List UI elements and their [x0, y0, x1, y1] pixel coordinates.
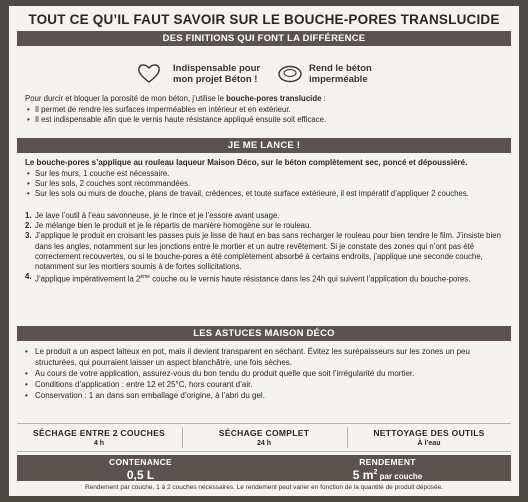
spec-contenance: CONTENANCE 0,5 L — [109, 457, 172, 482]
spec-rendement: RENDEMENT 5 $m^2$ par couche — [352, 457, 423, 482]
heart-icon — [137, 62, 161, 89]
stat-tool-cleaning: NETTOYAGE DES OUTILS À l’eau — [373, 428, 485, 447]
badge-impermeable: Rend le béton imperméable — [309, 63, 372, 85]
list-item: • Le produit a un aspect laiteux en pot, mais il devient transparent en séchant. Évitez les surépaisseurs sur les zones un peu structurées, qui pourraient laisser un aspect blanchâtre, une fois sèches. — [23, 346, 507, 368]
footnote: Rendement par couche, 1 à 2 couches nécessaires. Le rendement peut varier en fonction de la quantité de produit déposée. — [84, 484, 444, 491]
list-item: • Conditions d’application : entre 12 et 25°C, hors courant d’air. — [23, 379, 507, 390]
list-item: • Sur les murs, 1 couche est nécessaire. — [25, 169, 505, 179]
info-card — [9, 6, 519, 496]
step-item: 4. J’applique impérativement la 2ème couche ou le vernis haute résistance dans les 24h qui suivent l’application du bouche-pores. — [25, 272, 471, 284]
section-header-je-me-lance: JE ME LANCE ! — [17, 138, 511, 153]
list-item: • Sur les sols ou murs de douche, plans de travail, crédences, et toute surface extérieure, il est impératif d’appliquer 2 couches. — [25, 189, 505, 199]
stat-drying-between-coats: SÉCHAGE ENTRE 2 COUCHES 4 h — [32, 428, 166, 447]
list-item: • Il permet de rendre les surfaces imperméables en intérieur et en extérieur. — [25, 105, 505, 115]
stone-icon — [277, 64, 303, 89]
tips-list — [23, 346, 507, 401]
list-item: • Il est indispensable afin que le vernis haute résistance appliqué ensuite soit efficace. — [25, 115, 505, 125]
badge-indispensable: Indispensable pour mon projet Béton ! — [173, 63, 261, 85]
intro-bullets — [25, 105, 505, 125]
intro-paragraph: Pour durcir et bloquer la porosité de mon béton, j’utilise le bouche-pores translucide : — [25, 94, 326, 103]
section-header-finitions: DES FINITIONS QUI FONT LA DIFFÉRENCE — [17, 31, 511, 46]
feature-badges — [137, 60, 397, 96]
steps-list — [25, 211, 507, 285]
step-item: 1. Je lave l’outil à l’eau savonneuse, je le rince et je l’essore avant usage. — [25, 211, 280, 220]
application-bullets — [25, 169, 505, 200]
page-title: TOUT CE QU’IL FAUT SAVOIR SUR LE BOUCHE-PORES TRANSLUCIDE — [28, 12, 500, 27]
application-lead: Le bouche-pores s’applique au rouleau laqueur Maison Déco, sur le béton complètement sec, poncé et dépoussiéré. — [25, 158, 468, 167]
step-item: 3. J’applique le produit en croisant les passes puis je lisse de haut en bas sans recharger le rouleau pour bien tendre le film. J’insiste bien dans les angles, notamment sur les jonctions entre le mortier et un autre revêtement. Si je constate des zones qui n’ont pas été correctement recouvertes, ou si le bouche-pores a été complètement absorbé à certains endroits, j’applique une seconde couche, notamment sur les mortiers soumis à de fortes sollicitations. — [25, 231, 501, 272]
step-item: 2. Je mélange bien le produit et je le répartis de manière homogène sur le rouleau. — [25, 221, 312, 231]
stat-full-drying: SÉCHAGE COMPLET 24 h — [218, 428, 310, 447]
list-item: • Conservation : 1 an dans son emballage d’origine, à l’abri du gel. — [23, 390, 507, 401]
list-item: • Sur les sols, 2 couches sont recommandées. — [25, 179, 505, 189]
product-specs-bar — [17, 455, 511, 481]
list-item: • Au cours de votre application, assurez-vous du bon tendu du produit quelle que soit l’irrégularité du mortier. — [23, 368, 507, 379]
section-header-astuces: LES ASTUCES MAISON DÉCO — [17, 326, 511, 341]
drying-stats — [17, 423, 511, 452]
